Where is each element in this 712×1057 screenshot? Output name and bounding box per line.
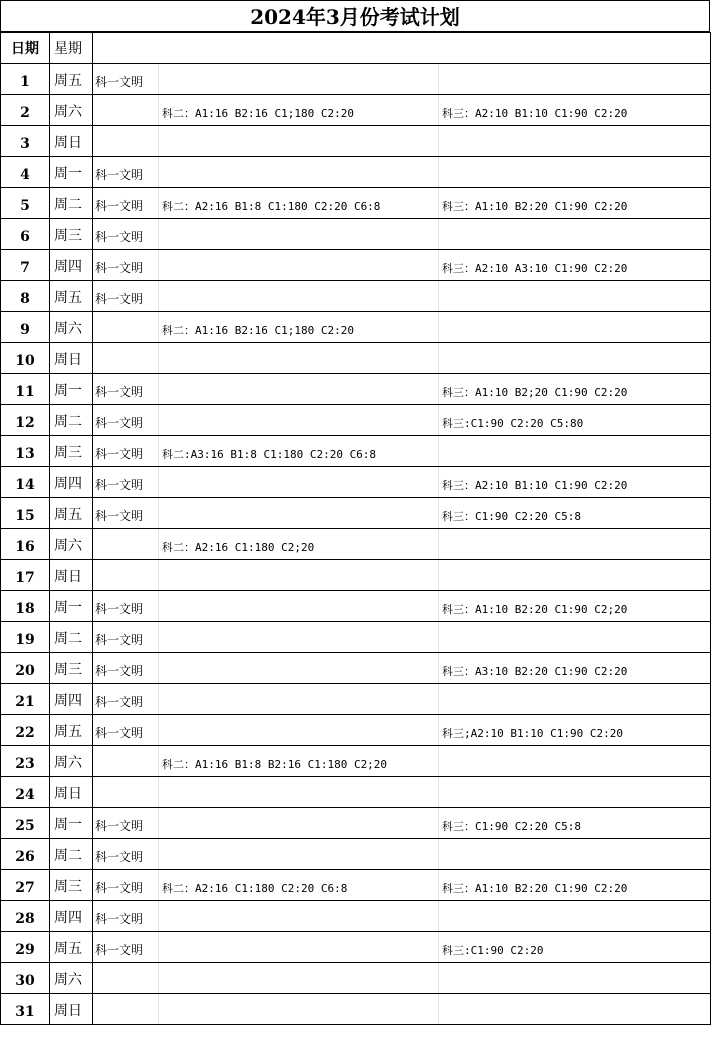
weekday-cell[interactable]: 周日 — [50, 343, 93, 374]
date-cell[interactable]: 5 — [1, 188, 50, 219]
date-cell[interactable]: 1 — [1, 64, 50, 95]
date-cell[interactable]: 3 — [1, 126, 50, 157]
subject1-cell[interactable]: 科一文明 — [93, 498, 159, 529]
subject3-cell[interactable] — [439, 994, 711, 1025]
table-row — [1, 839, 711, 870]
subject2-cell[interactable] — [159, 932, 439, 963]
table-row — [1, 126, 711, 157]
subject2-cell[interactable]: 科二：A2:16 C1:180 C2;20 — [159, 529, 439, 560]
subject2-cell[interactable] — [159, 963, 439, 994]
subject1-cell[interactable]: 科一文明 — [93, 684, 159, 715]
schedule-rows — [1, 64, 711, 1025]
header-blank[interactable] — [93, 33, 711, 64]
subject1-cell[interactable]: 科一文明 — [93, 436, 159, 467]
subject3-cell[interactable] — [439, 529, 711, 560]
subject1-cell[interactable]: 科一文明 — [93, 219, 159, 250]
subject2-cell[interactable]: 科二：A2:16 B1:8 C1:180 C2:20 C6:8 — [159, 188, 439, 219]
subject1-cell[interactable]: 科一文明 — [93, 250, 159, 281]
table-row — [1, 777, 711, 808]
table-row — [1, 374, 711, 405]
subject2-cell[interactable] — [159, 467, 439, 498]
subject2-cell[interactable] — [159, 126, 439, 157]
subject1-cell[interactable]: 科一文明 — [93, 405, 159, 436]
subject1-cell[interactable] — [93, 126, 159, 157]
date-cell[interactable]: 27 — [1, 870, 50, 901]
subject3-cell[interactable]: 科三：A1:10 B2;20 C1:90 C2:20 — [439, 374, 711, 405]
subject2-cell[interactable]: 科二：A1:16 B2:16 C1;180 C2:20 — [159, 312, 439, 343]
subject2-cell[interactable] — [159, 994, 439, 1025]
weekday-cell[interactable]: 周五 — [50, 715, 93, 746]
subject1-cell[interactable]: 科一文明 — [93, 653, 159, 684]
date-cell[interactable]: 7 — [1, 250, 50, 281]
date-cell[interactable]: 31 — [1, 994, 50, 1025]
subject1-cell[interactable] — [93, 746, 159, 777]
subject1-cell[interactable] — [93, 994, 159, 1025]
weekday-cell[interactable]: 周四 — [50, 901, 93, 932]
subject1-cell[interactable]: 科一文明 — [93, 188, 159, 219]
weekday-cell[interactable]: 周一 — [50, 374, 93, 405]
subject3-cell[interactable]: 科三：C1:90 C2:20 C5:8 — [439, 498, 711, 529]
table-row — [1, 95, 711, 126]
subject2-cell[interactable] — [159, 591, 439, 622]
subject3-cell[interactable] — [439, 281, 711, 312]
subject1-cell[interactable] — [93, 343, 159, 374]
weekday-cell[interactable]: 周六 — [50, 312, 93, 343]
weekday-cell[interactable]: 周二 — [50, 188, 93, 219]
subject1-cell[interactable]: 科一文明 — [93, 932, 159, 963]
subject1-cell[interactable]: 科一文明 — [93, 281, 159, 312]
subject1-cell[interactable] — [93, 560, 159, 591]
table-row — [1, 653, 711, 684]
weekday-cell[interactable]: 周六 — [50, 529, 93, 560]
weekday-cell[interactable]: 周一 — [50, 591, 93, 622]
weekday-cell[interactable]: 周五 — [50, 498, 93, 529]
table-row — [1, 64, 711, 95]
weekday-cell[interactable]: 周日 — [50, 560, 93, 591]
subject3-cell[interactable]: 科三:C1:90 C2:20 — [439, 932, 711, 963]
subject1-cell[interactable]: 科一文明 — [93, 622, 159, 653]
subject1-cell[interactable]: 科一文明 — [93, 157, 159, 188]
subject3-cell[interactable] — [439, 777, 711, 808]
date-cell[interactable]: 21 — [1, 684, 50, 715]
table-row — [1, 312, 711, 343]
date-cell[interactable]: 4 — [1, 157, 50, 188]
table-row — [1, 498, 711, 529]
weekday-cell[interactable]: 周四 — [50, 250, 93, 281]
table-row — [1, 746, 711, 777]
subject2-cell[interactable] — [159, 405, 439, 436]
weekday-cell[interactable]: 周三 — [50, 653, 93, 684]
weekday-cell[interactable]: 周三 — [50, 870, 93, 901]
table-row — [1, 684, 711, 715]
subject2-cell[interactable] — [159, 901, 439, 932]
subject1-cell[interactable] — [93, 777, 159, 808]
date-cell[interactable]: 26 — [1, 839, 50, 870]
subject3-cell[interactable] — [439, 436, 711, 467]
weekday-cell[interactable]: 周五 — [50, 932, 93, 963]
subject2-cell[interactable] — [159, 219, 439, 250]
subject3-cell[interactable]: 科三：A1:10 B2:20 C1:90 C2:20 — [439, 188, 711, 219]
weekday-cell[interactable]: 周四 — [50, 467, 93, 498]
weekday-cell[interactable]: 周二 — [50, 622, 93, 653]
subject3-cell[interactable]: 科三：A2:10 B1:10 C1:90 C2:20 — [439, 95, 711, 126]
subject1-cell[interactable]: 科一文明 — [93, 808, 159, 839]
subject3-cell[interactable] — [439, 219, 711, 250]
weekday-cell[interactable]: 周日 — [50, 994, 93, 1025]
date-cell[interactable]: 8 — [1, 281, 50, 312]
date-cell[interactable]: 20 — [1, 653, 50, 684]
subject3-cell[interactable] — [439, 839, 711, 870]
weekday-cell[interactable]: 周一 — [50, 808, 93, 839]
subject2-cell[interactable] — [159, 374, 439, 405]
subject1-cell[interactable] — [93, 95, 159, 126]
date-cell[interactable]: 9 — [1, 312, 50, 343]
subject2-cell[interactable] — [159, 839, 439, 870]
header-weekday[interactable]: 星期 — [50, 33, 93, 64]
subject3-cell[interactable] — [439, 157, 711, 188]
subject3-cell[interactable]: 科三：A2:10 B1:10 C1:90 C2:20 — [439, 467, 711, 498]
table-row — [1, 963, 711, 994]
table-row — [1, 870, 711, 901]
subject3-cell[interactable] — [439, 64, 711, 95]
subject1-cell[interactable]: 科一文明 — [93, 64, 159, 95]
table-row — [1, 994, 711, 1025]
date-cell[interactable]: 17 — [1, 560, 50, 591]
subject3-cell[interactable] — [439, 684, 711, 715]
subject3-cell[interactable]: 科三;A2:10 B1:10 C1:90 C2:20 — [439, 715, 711, 746]
subject2-cell[interactable] — [159, 64, 439, 95]
subject2-cell[interactable] — [159, 808, 439, 839]
table-row — [1, 219, 711, 250]
table-row — [1, 591, 711, 622]
header-date[interactable]: 日期 — [1, 33, 50, 64]
subject1-cell[interactable] — [93, 312, 159, 343]
table-row — [1, 343, 711, 374]
subject1-cell[interactable]: 科一文明 — [93, 715, 159, 746]
subject1-cell[interactable]: 科一文明 — [93, 839, 159, 870]
table-row — [1, 622, 711, 653]
subject3-cell[interactable]: 科三：A1:10 B2:20 C1:90 C2;20 — [439, 591, 711, 622]
date-cell[interactable]: 18 — [1, 591, 50, 622]
weekday-cell[interactable]: 周二 — [50, 405, 93, 436]
subject1-cell[interactable] — [93, 963, 159, 994]
subject3-cell[interactable] — [439, 622, 711, 653]
subject1-cell[interactable]: 科一文明 — [93, 901, 159, 932]
table-row — [1, 188, 711, 219]
table-row — [1, 467, 711, 498]
subject1-cell[interactable]: 科一文明 — [93, 870, 159, 901]
subject1-cell[interactable]: 科一文明 — [93, 467, 159, 498]
weekday-cell[interactable]: 周六 — [50, 963, 93, 994]
subject3-cell[interactable]: 科三：C1:90 C2:20 C5:8 — [439, 808, 711, 839]
date-cell[interactable]: 23 — [1, 746, 50, 777]
subject2-cell[interactable]: 科二：A1:16 B2:16 C1;180 C2:20 — [159, 95, 439, 126]
subject3-cell[interactable]: 科三：A2:10 A3:10 C1:90 C2:20 — [439, 250, 711, 281]
weekday-cell[interactable]: 周四 — [50, 684, 93, 715]
weekday-cell[interactable]: 周日 — [50, 126, 93, 157]
subject3-cell[interactable] — [439, 901, 711, 932]
table-row — [1, 715, 711, 746]
date-cell[interactable]: 16 — [1, 529, 50, 560]
date-cell[interactable]: 28 — [1, 901, 50, 932]
weekday-cell[interactable]: 周六 — [50, 746, 93, 777]
table-row — [1, 281, 711, 312]
subject3-cell[interactable]: 科三：A1:10 B2:20 C1:90 C2:20 — [439, 870, 711, 901]
date-cell[interactable]: 14 — [1, 467, 50, 498]
table-row — [1, 901, 711, 932]
weekday-cell[interactable]: 周一 — [50, 157, 93, 188]
table-row — [1, 808, 711, 839]
weekday-cell[interactable]: 周日 — [50, 777, 93, 808]
subject2-cell[interactable] — [159, 498, 439, 529]
table-row — [1, 157, 711, 188]
date-cell[interactable]: 29 — [1, 932, 50, 963]
subject3-cell[interactable] — [439, 963, 711, 994]
subject2-cell[interactable]: 科二:A3:16 B1:8 C1:180 C2:20 C6:8 — [159, 436, 439, 467]
subject3-cell[interactable]: 科三:C1:90 C2:20 C5:80 — [439, 405, 711, 436]
subject2-cell[interactable] — [159, 684, 439, 715]
weekday-cell[interactable]: 周五 — [50, 281, 93, 312]
subject1-cell[interactable]: 科一文明 — [93, 591, 159, 622]
table-row — [1, 405, 711, 436]
date-cell[interactable]: 15 — [1, 498, 50, 529]
weekday-cell[interactable]: 周三 — [50, 219, 93, 250]
weekday-cell[interactable]: 周五 — [50, 64, 93, 95]
subject2-cell[interactable] — [159, 560, 439, 591]
table-row — [1, 560, 711, 591]
exam-schedule-table — [0, 32, 711, 1025]
table-row — [1, 250, 711, 281]
table-row — [1, 436, 711, 467]
subject2-cell[interactable]: 科二：A1:16 B1:8 B2:16 C1:180 C2;20 — [159, 746, 439, 777]
date-cell[interactable]: 12 — [1, 405, 50, 436]
subject3-cell[interactable] — [439, 560, 711, 591]
header-row — [1, 33, 711, 64]
subject2-cell[interactable] — [159, 715, 439, 746]
subject2-cell[interactable] — [159, 622, 439, 653]
subject2-cell[interactable] — [159, 250, 439, 281]
date-cell[interactable]: 11 — [1, 374, 50, 405]
table-row — [1, 529, 711, 560]
subject1-cell[interactable]: 科一文明 — [93, 374, 159, 405]
weekday-cell[interactable]: 周六 — [50, 95, 93, 126]
date-cell[interactable]: 10 — [1, 343, 50, 374]
subject3-cell[interactable] — [439, 126, 711, 157]
subject3-cell[interactable] — [439, 343, 711, 374]
date-cell[interactable]: 6 — [1, 219, 50, 250]
date-cell[interactable]: 2 — [1, 95, 50, 126]
date-cell[interactable]: 30 — [1, 963, 50, 994]
subject2-cell[interactable] — [159, 281, 439, 312]
date-cell[interactable]: 25 — [1, 808, 50, 839]
date-cell[interactable]: 19 — [1, 622, 50, 653]
subject3-cell[interactable]: 科三：A3:10 B2:20 C1:90 C2:20 — [439, 653, 711, 684]
weekday-cell[interactable]: 周二 — [50, 839, 93, 870]
page-title[interactable]: 2024年3月份考试计划 — [0, 0, 710, 32]
table-row — [1, 932, 711, 963]
subject2-cell[interactable] — [159, 777, 439, 808]
weekday-cell[interactable]: 周三 — [50, 436, 93, 467]
date-cell[interactable]: 24 — [1, 777, 50, 808]
subject2-cell[interactable]: 科二：A2:16 C1:180 C2:20 C6:8 — [159, 870, 439, 901]
subject3-cell[interactable] — [439, 746, 711, 777]
date-cell[interactable]: 13 — [1, 436, 50, 467]
subject2-cell[interactable] — [159, 653, 439, 684]
subject2-cell[interactable] — [159, 343, 439, 374]
subject1-cell[interactable] — [93, 529, 159, 560]
subject3-cell[interactable] — [439, 312, 711, 343]
subject2-cell[interactable] — [159, 157, 439, 188]
date-cell[interactable]: 22 — [1, 715, 50, 746]
